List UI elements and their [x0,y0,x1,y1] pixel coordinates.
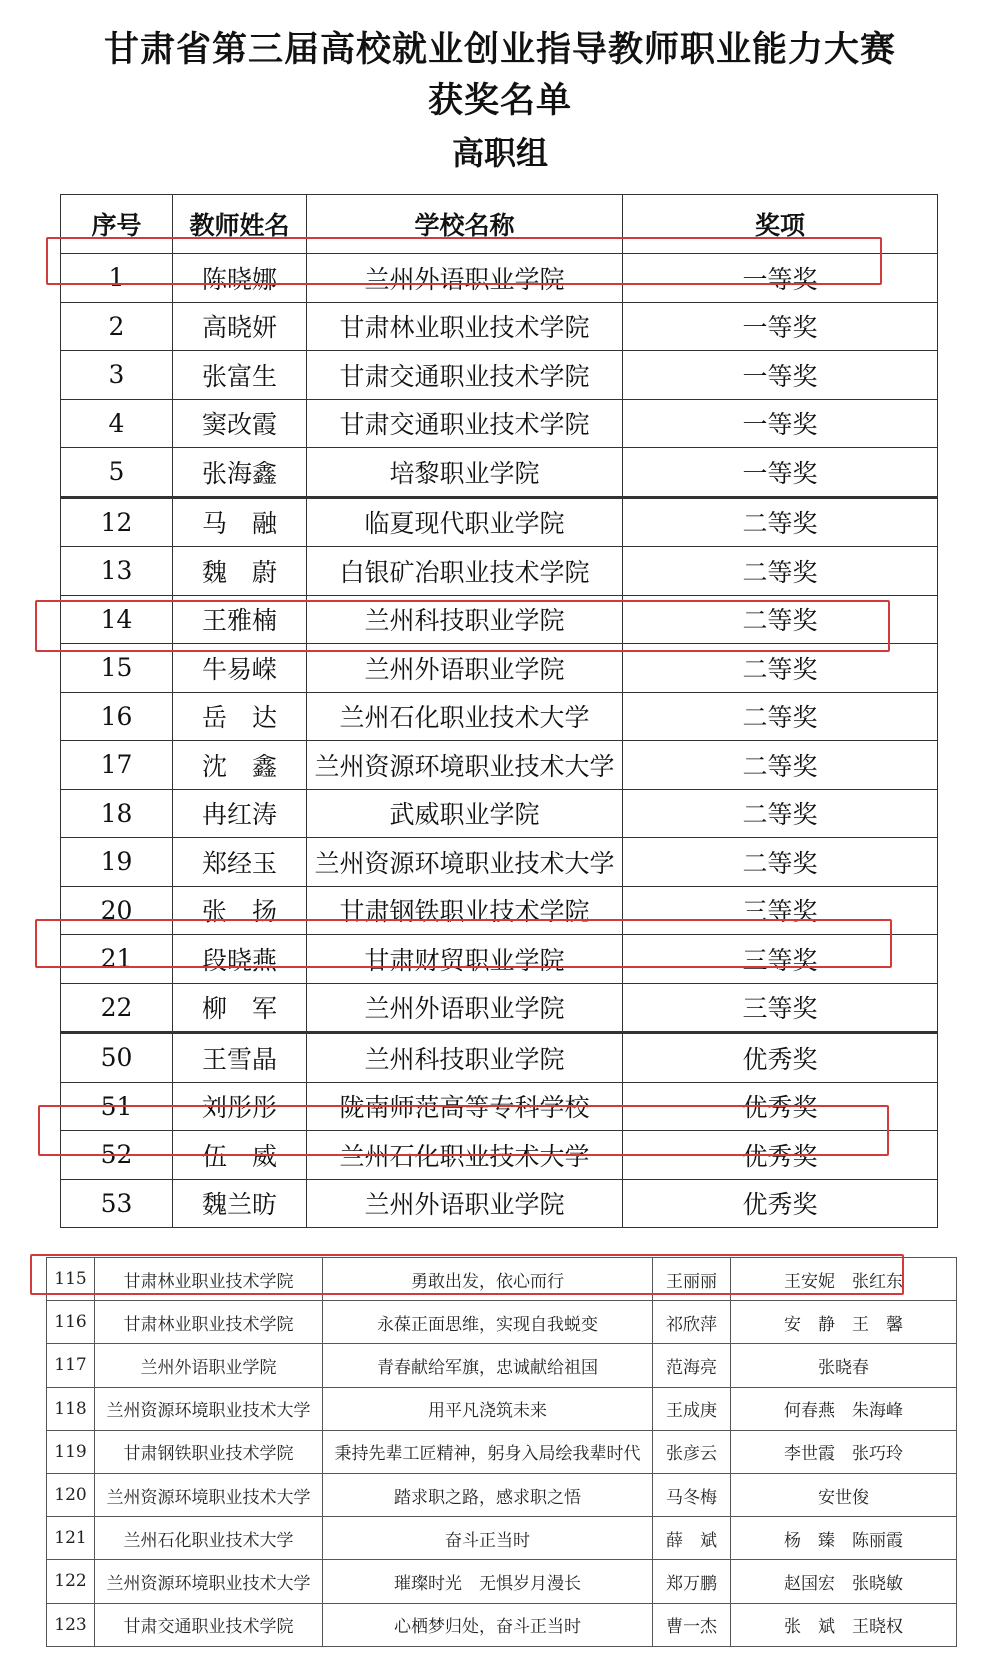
teacher-name: 岳 达 [173,692,307,741]
award-level: 三等奖 [623,935,938,984]
school-name: 武威职业学院 [307,789,623,838]
team-award-table [46,1257,957,1647]
row-number: 16 [61,692,173,741]
school-name: 兰州石化职业技术大学 [307,1131,623,1180]
table-row [61,448,938,498]
row-number: 116 [47,1301,95,1344]
row-number: 4 [61,399,173,448]
table-row [47,1517,957,1560]
table-row [61,302,938,351]
award-level: 优秀奖 [623,1131,938,1180]
teacher-name: 魏 蔚 [173,547,307,596]
header-award: 奖项 [623,195,938,254]
table-row [47,1387,957,1430]
teacher-name: 伍 威 [173,1131,307,1180]
table-row [47,1473,957,1516]
table-row [61,254,938,303]
row-number: 22 [61,983,173,1033]
row-number: 1 [61,254,173,303]
school-name: 陇南师范高等专科学校 [307,1082,623,1131]
row-number: 21 [61,935,173,984]
teacher-name: 张海鑫 [173,448,307,498]
entry-title: 秉持先辈工匠精神，躬身入局绘我辈时代 [323,1430,653,1473]
table-row [47,1344,957,1387]
award-level: 二等奖 [623,497,938,547]
entry-title: 踏求职之路，感求职之悟 [323,1473,653,1516]
row-number: 123 [47,1603,95,1646]
row-number: 3 [61,351,173,400]
school-name: 兰州外语职业学院 [307,1179,623,1228]
table-row [61,789,938,838]
main-award-table [60,194,938,1228]
school-name: 兰州外语职业学院 [95,1344,323,1387]
award-level: 一等奖 [623,448,938,498]
school-name: 兰州资源环境职业技术大学 [95,1560,323,1603]
row-number: 2 [61,302,173,351]
entry-title: 勇敢出发，依心而行 [323,1258,653,1301]
lead-teacher: 张彦云 [653,1430,731,1473]
lead-teacher: 曹一杰 [653,1603,731,1646]
school-name: 甘肃财贸职业学院 [307,935,623,984]
row-number: 121 [47,1517,95,1560]
table-row [61,838,938,887]
teacher-name: 魏兰昉 [173,1179,307,1228]
school-name: 培黎职业学院 [307,448,623,498]
row-number: 15 [61,644,173,693]
team-members: 李世霞 张巧玲 [731,1430,957,1473]
table-row [61,741,938,790]
row-number: 122 [47,1560,95,1603]
lead-teacher: 祁欣萍 [653,1301,731,1344]
award-level: 一等奖 [623,399,938,448]
school-name: 甘肃交通职业技术学院 [95,1603,323,1646]
table-row [61,1082,938,1131]
school-name: 兰州外语职业学院 [307,254,623,303]
teacher-name: 冉红涛 [173,789,307,838]
teacher-name: 郑经玉 [173,838,307,887]
teacher-name: 王雪晶 [173,1033,307,1083]
row-number: 18 [61,789,173,838]
row-number: 50 [61,1033,173,1083]
teacher-name: 刘彤彤 [173,1082,307,1131]
award-level: 优秀奖 [623,1082,938,1131]
entry-title: 永葆正面思维，实现自我蜕变 [323,1301,653,1344]
award-level: 三等奖 [623,983,938,1033]
award-level: 二等奖 [623,595,938,644]
table-row [47,1603,957,1646]
table-header-row [61,195,938,254]
team-members: 杨 臻 陈丽霞 [731,1517,957,1560]
award-level: 二等奖 [623,692,938,741]
teacher-name: 王雅楠 [173,595,307,644]
award-level: 二等奖 [623,838,938,887]
award-level: 优秀奖 [623,1033,938,1083]
entry-title: 用平凡浇筑未来 [323,1387,653,1430]
school-name: 甘肃交通职业技术学院 [307,399,623,448]
school-name: 甘肃林业职业技术学院 [95,1301,323,1344]
school-name: 甘肃钢铁职业技术学院 [95,1430,323,1473]
award-level: 一等奖 [623,351,938,400]
table-row [61,1131,938,1180]
row-number: 53 [61,1179,173,1228]
table-row [61,886,938,935]
team-members: 赵国宏 张晓敏 [731,1560,957,1603]
school-name: 临夏现代职业学院 [307,497,623,547]
table-row [61,1179,938,1228]
teacher-name: 段晓燕 [173,935,307,984]
award-level: 二等奖 [623,789,938,838]
school-name: 甘肃交通职业技术学院 [307,351,623,400]
school-name: 兰州外语职业学院 [307,644,623,693]
teacher-name: 马 融 [173,497,307,547]
award-level: 二等奖 [623,644,938,693]
award-level: 一等奖 [623,254,938,303]
row-number: 117 [47,1344,95,1387]
teacher-name: 窦改霞 [173,399,307,448]
team-members: 安 静 王 馨 [731,1301,957,1344]
entry-title: 璀璨时光 无惧岁月漫长 [323,1560,653,1603]
row-number: 119 [47,1430,95,1473]
header-number: 序号 [61,195,173,254]
entry-title: 心栖梦归处，奋斗正当时 [323,1603,653,1646]
teacher-name: 张 扬 [173,886,307,935]
team-members: 张 斌 王晓权 [731,1603,957,1646]
lead-teacher: 范海亮 [653,1344,731,1387]
entry-title: 奋斗正当时 [323,1517,653,1560]
lead-teacher: 王成庚 [653,1387,731,1430]
row-number: 115 [47,1258,95,1301]
table-row [47,1430,957,1473]
row-number: 20 [61,886,173,935]
table-row [61,1033,938,1083]
award-level: 一等奖 [623,302,938,351]
teacher-name: 张富生 [173,351,307,400]
table-row [47,1258,957,1301]
lead-teacher: 王丽丽 [653,1258,731,1301]
table-row [61,935,938,984]
team-members: 何春燕 朱海峰 [731,1387,957,1430]
school-name: 甘肃林业职业技术学院 [95,1258,323,1301]
award-level: 二等奖 [623,741,938,790]
school-name: 兰州资源环境职业技术大学 [307,741,623,790]
teacher-name: 陈晓娜 [173,254,307,303]
header-school-name: 学校名称 [307,195,623,254]
row-number: 51 [61,1082,173,1131]
row-number: 120 [47,1473,95,1516]
main-table-body [61,254,938,1228]
lead-teacher: 薛 斌 [653,1517,731,1560]
school-name: 甘肃林业职业技术学院 [307,302,623,351]
row-number: 17 [61,741,173,790]
table-row [47,1560,957,1603]
row-number: 14 [61,595,173,644]
table-row [47,1301,957,1344]
team-members: 张晓春 [731,1344,957,1387]
school-name: 兰州科技职业学院 [307,1033,623,1083]
team-table-body [47,1258,957,1647]
lead-teacher: 马冬梅 [653,1473,731,1516]
school-name: 兰州外语职业学院 [307,983,623,1033]
header-teacher-name: 教师姓名 [173,195,307,254]
entry-title: 青春献给军旗，忠诚献给祖国 [323,1344,653,1387]
row-number: 12 [61,497,173,547]
school-name: 白银矿冶职业技术学院 [307,547,623,596]
award-level: 二等奖 [623,547,938,596]
teacher-name: 柳 军 [173,983,307,1033]
teacher-name: 高晓妍 [173,302,307,351]
school-name: 兰州资源环境职业技术大学 [307,838,623,887]
group-title: 高职组 [451,134,548,172]
row-number: 118 [47,1387,95,1430]
team-members: 安世俊 [731,1473,957,1516]
teacher-name: 沈 鑫 [173,741,307,790]
lead-teacher: 郑万鹏 [653,1560,731,1603]
table-row [61,692,938,741]
school-name: 兰州资源环境职业技术大学 [95,1473,323,1516]
table-row [61,983,938,1033]
school-name: 兰州科技职业学院 [307,595,623,644]
team-members: 王安妮 张红东 [731,1258,957,1301]
school-name: 兰州资源环境职业技术大学 [95,1387,323,1430]
table-row [61,399,938,448]
school-name: 兰州石化职业技术大学 [307,692,623,741]
award-level: 三等奖 [623,886,938,935]
document-subtitle: 获奖名单 [427,81,572,121]
table-row [61,644,938,693]
school-name: 兰州石化职业技术大学 [95,1517,323,1560]
table-row [61,547,938,596]
table-row [61,595,938,644]
school-name: 甘肃钢铁职业技术学院 [307,886,623,935]
row-number: 52 [61,1131,173,1180]
award-level: 优秀奖 [623,1179,938,1228]
table-row [61,497,938,547]
table-row [61,351,938,400]
document-title: 甘肃省第三届高校就业创业指导教师职业能力大赛 [103,30,896,70]
row-number: 13 [61,547,173,596]
row-number: 19 [61,838,173,887]
teacher-name: 牛易嵘 [173,644,307,693]
row-number: 5 [61,448,173,498]
